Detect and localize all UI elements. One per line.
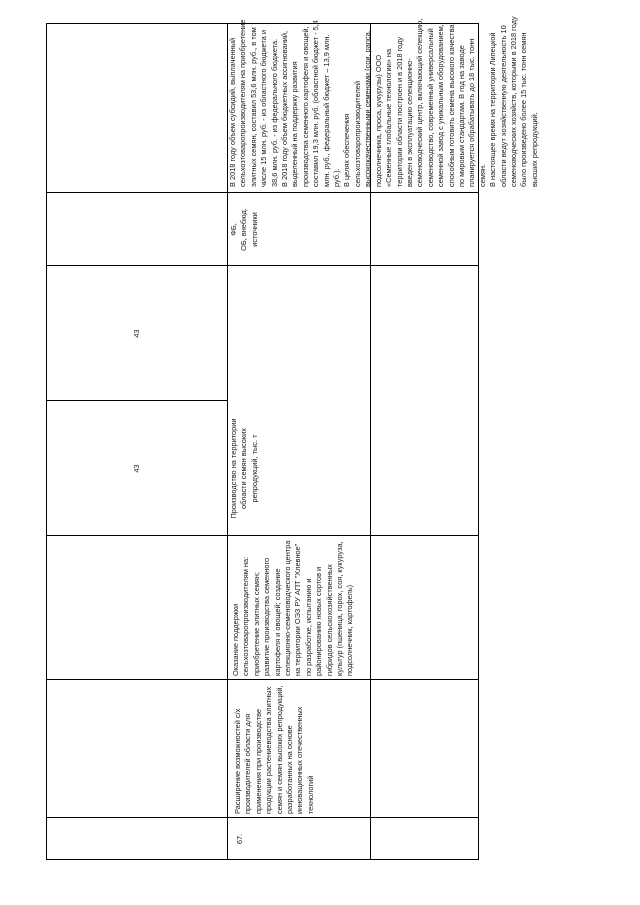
description-paragraph: В настоящее время на территории Липецкой области ведут хозяйственную деятельность 10 семеноводческих хозяйств, которыми в 2018 году было произведено более 15 тыс. тонн семян высших репродукций. (488, 16, 539, 187)
indicator-cell: Производство на территории области семян высоких репродукций, тыс. т (229, 418, 259, 519)
funding-source-line: ФБ, (229, 223, 238, 236)
funding-source-cell (229, 193, 299, 266)
row-number-cell: 67. (235, 833, 244, 845)
rotated-table-page (46, 16, 539, 860)
goal-cell: Расширение возможностей с/х производителей области для применения при производстве продукции растениеводства элитных семян и семян высоких репродукций, разработанных на основе инновационных отечественных технологий (233, 685, 315, 814)
funding-source-line: ОБ, внебюд. источники (239, 208, 259, 251)
table-rule (46, 23, 47, 860)
measure-cell: Оказание поддержки сельхозтоваропроизводителям на: приобретение элитных семян; развитие производства семенного картофеля и овощей; создание селекционно-семеноводческого центра на территории ОЭЗ РУ АПТ "Хлевное" по разработке, испытанию и районированию новых сортов и гибридов сельскохозяйственных культур (пшеница, горох, соя, кукуруза, подсолнечник, картофель) (231, 540, 355, 676)
description-paragraph: В целях обеспечения сельхозтоваропроизводителей высококачественными семенами (сои, рапса, подсолнечника, проса, кукурузы) ООО «Семенные глобальные технологии» на территории области построен и в 2018 году введен в эксплуатацию селекционно-семеноводческий центр, включающий селекцию, семеноводство, современный универсальный семенной завод с уникальным оборудованием, способным готовить семена высокого качества по мировым стандартам. В год на заводе планируется обрабатывать до 18 тыс. тонн семян. (342, 18, 487, 187)
value-cell-2: 43 (132, 329, 141, 338)
value-cell-1: 43 (132, 464, 141, 473)
implementation-description-cell (228, 13, 539, 189)
description-paragraph: В 2018 году объем бюджетных ассигнований, выделенный на поддержку развития производства семенного картофеля и овощей, составил 19,3 млн. руб. (областной бюджет - 5,4 млн. руб., федеральный бюджет – 13,9 млн. руб.). (280, 20, 342, 187)
description-paragraph: В 2018 году объем субсидий, выплаченный сельхозтоваропроизводителям на приобретение элитных семян, составил 53,6 млн. руб., в том числе 15 млн. руб. - из областного бюджета и 38,6 млн. руб. - из федерального бюджета. (228, 19, 279, 187)
